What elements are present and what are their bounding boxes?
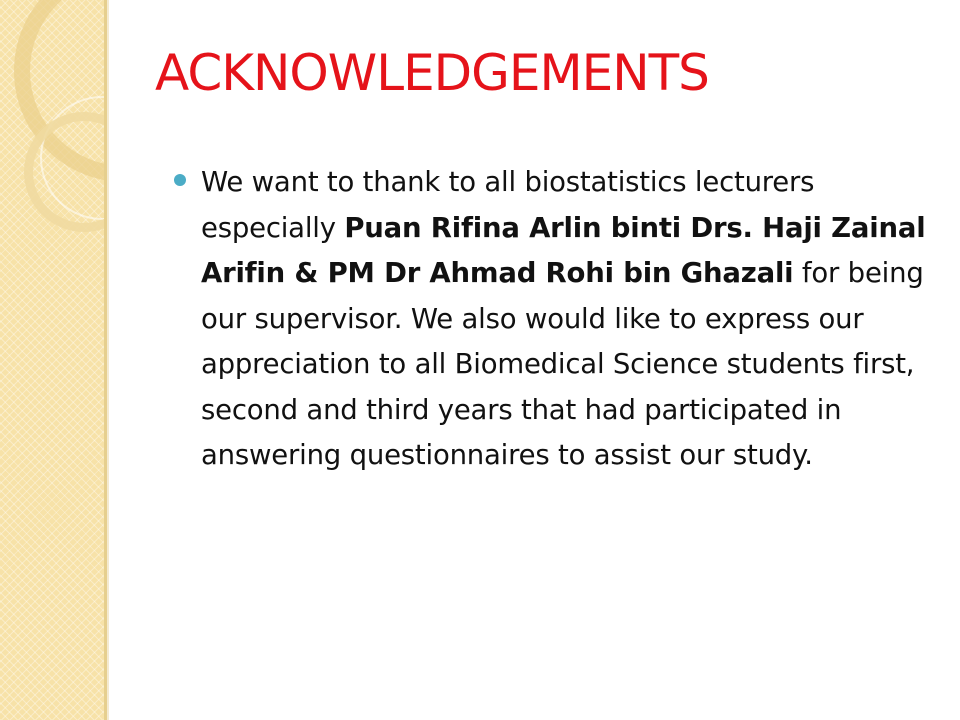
bullet-list bbox=[174, 160, 934, 479]
bullet-item bbox=[174, 160, 934, 479]
slide-title: ACKNOWLEDGEMENTS bbox=[155, 44, 709, 102]
supervisor-names: Puan Rifina Arlin binti Drs. Haji Zainal Arifin & PM Dr Ahmad Rohi bin Ghazali bbox=[201, 211, 926, 289]
bullet-text-rest: for being our supervisor. We also would like to express our appreciation to all Biomedical Science students first, second and third years that had participated in answering questionnaires to assist our study. bbox=[201, 257, 924, 471]
bullet-text-intro: We want to thank to all biostatistics lecturers especially bbox=[201, 166, 815, 244]
bullet-dot-icon bbox=[174, 174, 186, 186]
sidebar-edge-highlight bbox=[107, 0, 109, 720]
bullet-text bbox=[201, 160, 934, 479]
decorative-sidebar bbox=[0, 0, 104, 720]
